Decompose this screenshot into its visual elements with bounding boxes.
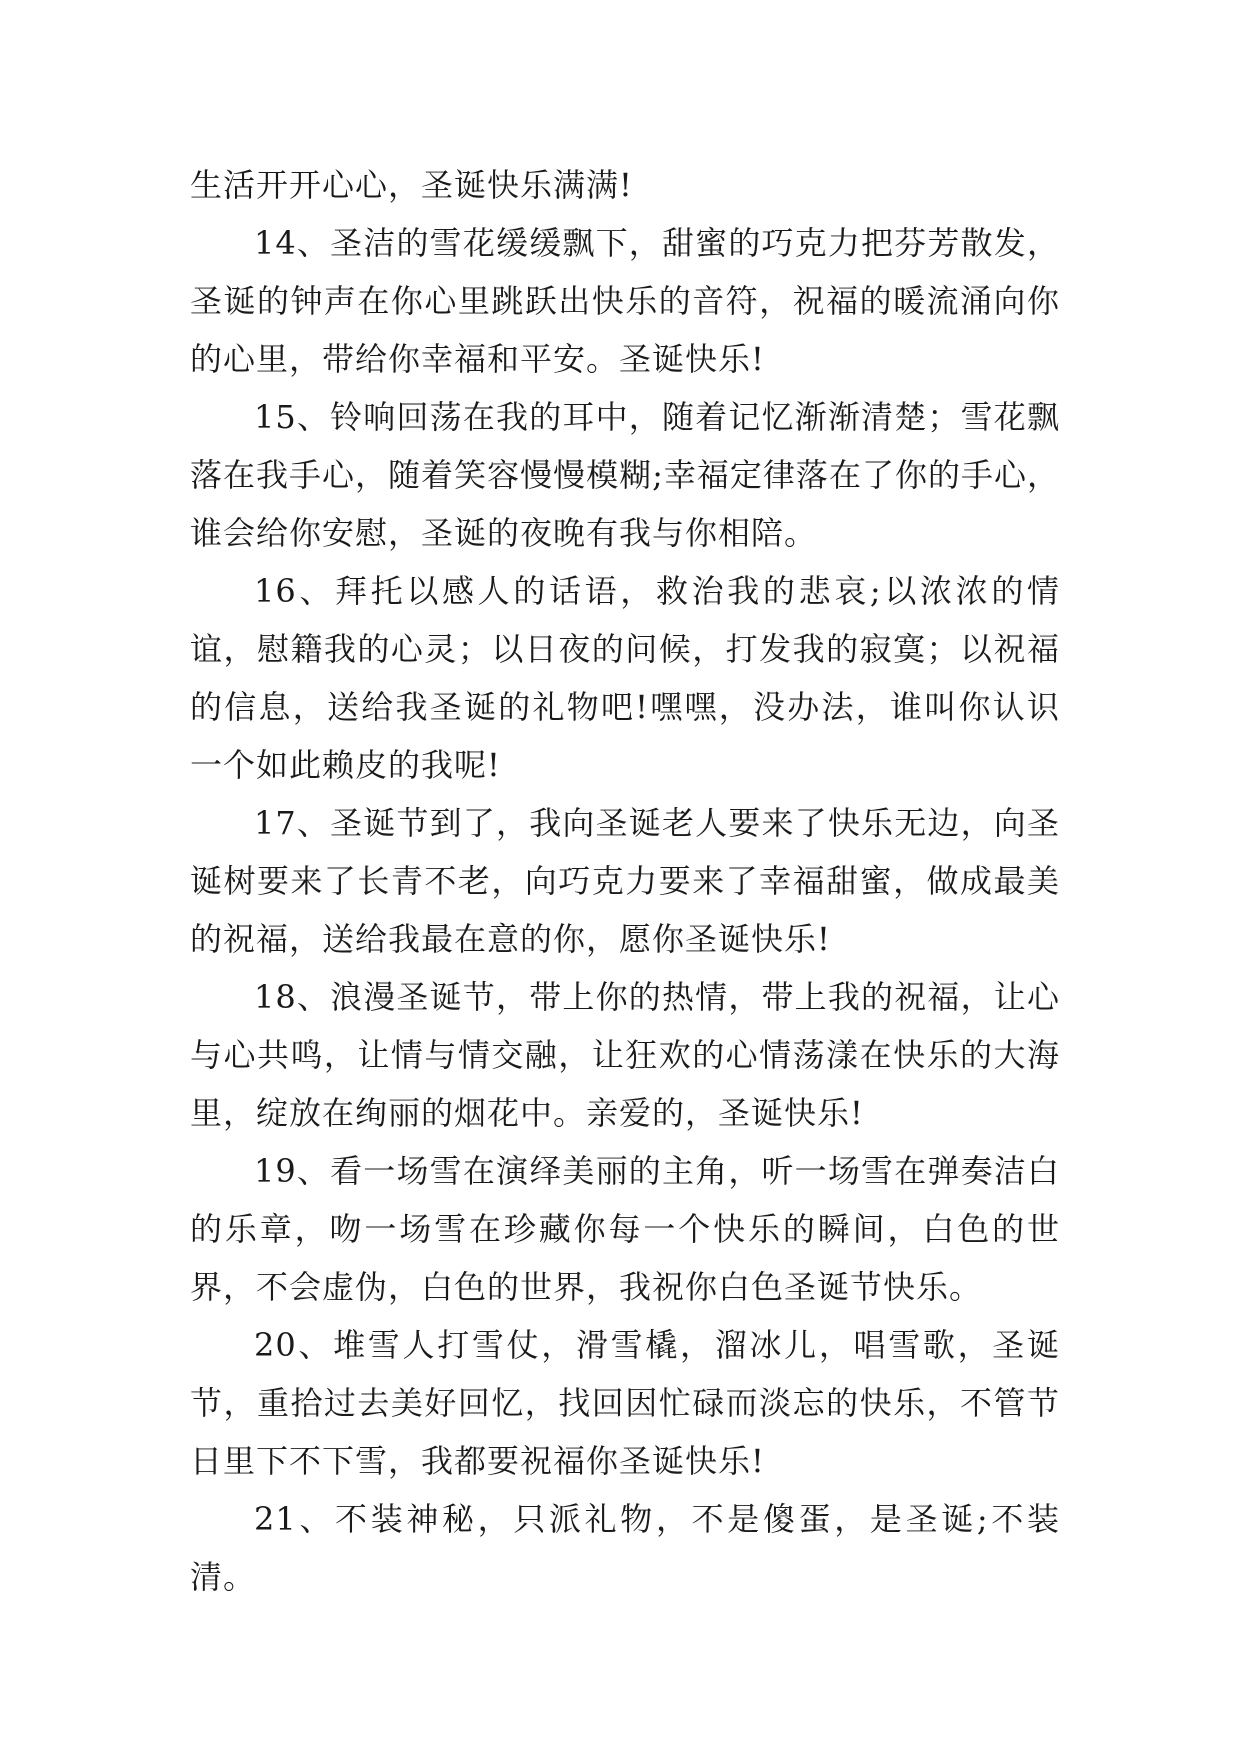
paragraph-15: 15、铃响回荡在我的耳中，随着记忆渐渐清楚；雪花飘落在我手心，随着笑容慢慢模糊;幸福定律落在了你的手心，谁会给你安慰，圣诞的夜晚有我与你相陪。 [190, 398, 1060, 552]
paragraph-16: 16、拜托以感人的话语，救治我的悲哀;以浓浓的情谊，慰籍我的心灵；以日夜的问候，打发我的寂寞；以祝福的信息，送给我圣诞的礼物吧!嘿嘿，没办法，谁叫你认识一个如此赖皮的我呢! [190, 572, 1060, 784]
paragraph-14: 14、圣洁的雪花缓缓飘下，甜蜜的巧克力把芬芳散发，圣诞的钟声在你心里跳跃出快乐的音符，祝福的暖流涌向你的心里，带给你幸福和平安。圣诞快乐! [190, 224, 1060, 378]
paragraph-21: 21、不装神秘，只派礼物，不是傻蛋，是圣诞;不装清。 [190, 1500, 1060, 1596]
paragraph-18: 18、浪漫圣诞节，带上你的热情，带上我的祝福，让心与心共鸣，让情与情交融，让狂欢的心情荡漾在快乐的大海里，绽放在绚丽的烟花中。亲爱的，圣诞快乐! [190, 978, 1060, 1132]
document-body [190, 156, 1060, 1606]
paragraph-continued: 生活开开心心，圣诞快乐满满! [190, 166, 633, 204]
paragraph-19: 19、看一场雪在演绎美丽的主角，听一场雪在弹奏洁白的乐章，吻一场雪在珍藏你每一个快乐的瞬间，白色的世界，不会虚伪，白色的世界，我祝你白色圣诞节快乐。 [190, 1152, 1060, 1306]
paragraph-17: 17、圣诞节到了，我向圣诞老人要来了快乐无边，向圣诞树要来了长青不老，向巧克力要来了幸福甜蜜，做成最美的祝福，送给我最在意的你，愿你圣诞快乐! [190, 804, 1060, 958]
paragraph-20: 20、堆雪人打雪仗，滑雪橇，溜冰儿，唱雪歌，圣诞节，重拾过去美好回忆，找回因忙碌而淡忘的快乐，不管节日里下不下雪，我都要祝福你圣诞快乐! [190, 1326, 1060, 1480]
